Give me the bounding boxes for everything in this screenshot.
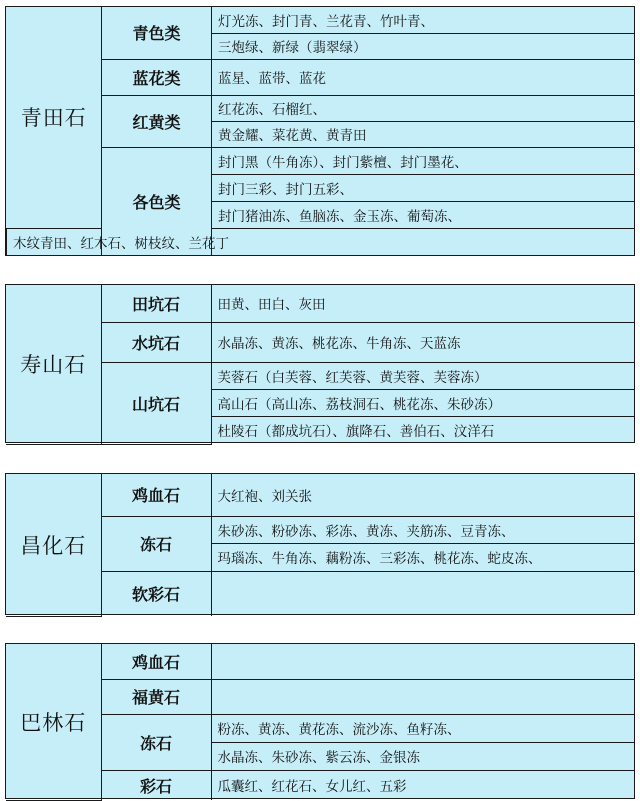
stone-name: 青田石 <box>7 7 102 228</box>
category-items: 三炮绿、新绿（翡翠绿） <box>212 33 635 59</box>
category-items: 水晶冻、朱砂冻、紫云冻、金银冻 <box>211 742 634 770</box>
category-items: 芙蓉石（白芙蓉、红芙蓉、黄芙蓉、芙蓉冻） <box>211 362 634 389</box>
category-label: 蓝花类 <box>102 59 212 95</box>
stone-block-qingtian <box>5 6 635 256</box>
category-items <box>211 571 634 616</box>
stone-block-shoushan <box>5 284 635 443</box>
category-items: 玛瑙冻、牛角冻、藕粉冻、三彩冻、桃花冻、蛇皮冻、 <box>211 543 634 571</box>
category-items: 封门黑（牛角冻）、封门紫檀、封门墨花、 <box>212 147 635 174</box>
category-items <box>211 644 634 679</box>
stone-table <box>6 644 634 801</box>
stone-block-balin <box>5 643 635 799</box>
category-items: 高山石（高山冻、荔枝洞石、桃花冻、朱砂冻） <box>211 389 634 416</box>
category-items: 灯光冻、封门青、兰花青、竹叶青、 <box>212 7 635 33</box>
stone-table <box>6 474 634 617</box>
category-items: 粉冻、黄冻、黄花冻、流沙冻、鱼籽冻、 <box>211 714 634 742</box>
category-label: 田坑石 <box>101 285 211 322</box>
category-label: 青色类 <box>102 7 212 59</box>
category-label: 水坑石 <box>101 322 211 362</box>
category-items: 大红袍、刘关张 <box>211 474 634 516</box>
category-items: 红花冻、石榴红、 <box>212 95 635 121</box>
category-label: 彩石 <box>101 770 211 800</box>
stone-name: 寿山石 <box>6 285 101 444</box>
stone-name: 昌化石 <box>6 474 101 616</box>
category-items: 水晶冻、黄冻、桃花冻、牛角冻、天蓝冻 <box>211 322 634 362</box>
category-items: 瓜囊红、红花石、女儿红、五彩 <box>211 770 634 800</box>
category-items: 黄金耀、菜花黄、黄青田 <box>212 121 635 147</box>
category-label: 鸡血石 <box>101 644 211 679</box>
category-label: 福黄石 <box>101 679 211 714</box>
stone-block-changhua <box>5 473 635 615</box>
stone-table <box>6 285 634 445</box>
category-items: 封门三彩、封门五彩、 <box>212 174 635 201</box>
category-label: 鸡血石 <box>101 474 211 516</box>
category-items: 杜陵石（都成坑石）、旗降石、善伯石、汶洋石 <box>211 416 634 444</box>
category-items <box>211 679 634 714</box>
category-label: 冻石 <box>101 714 211 770</box>
category-items: 朱砂冻、粉砂冻、彩冻、黄冻、夹筋冻、豆青冻、 <box>211 516 634 543</box>
stone-table <box>6 7 634 256</box>
category-items: 田黄、田白、灰田 <box>211 285 634 322</box>
category-label: 各色类 <box>102 147 212 255</box>
stone-name: 巴林石 <box>6 644 101 800</box>
category-items: 木纹青田、红木石、树枝纹、兰花丁 <box>7 228 102 255</box>
category-items: 蓝星、蓝带、蓝花 <box>212 59 635 95</box>
category-label: 红黄类 <box>102 95 212 147</box>
category-label: 山坑石 <box>101 362 211 444</box>
category-label: 软彩石 <box>101 571 211 616</box>
category-items: 封门猪油冻、鱼脑冻、金玉冻、葡萄冻、 <box>212 201 635 228</box>
category-label: 冻石 <box>101 516 211 571</box>
